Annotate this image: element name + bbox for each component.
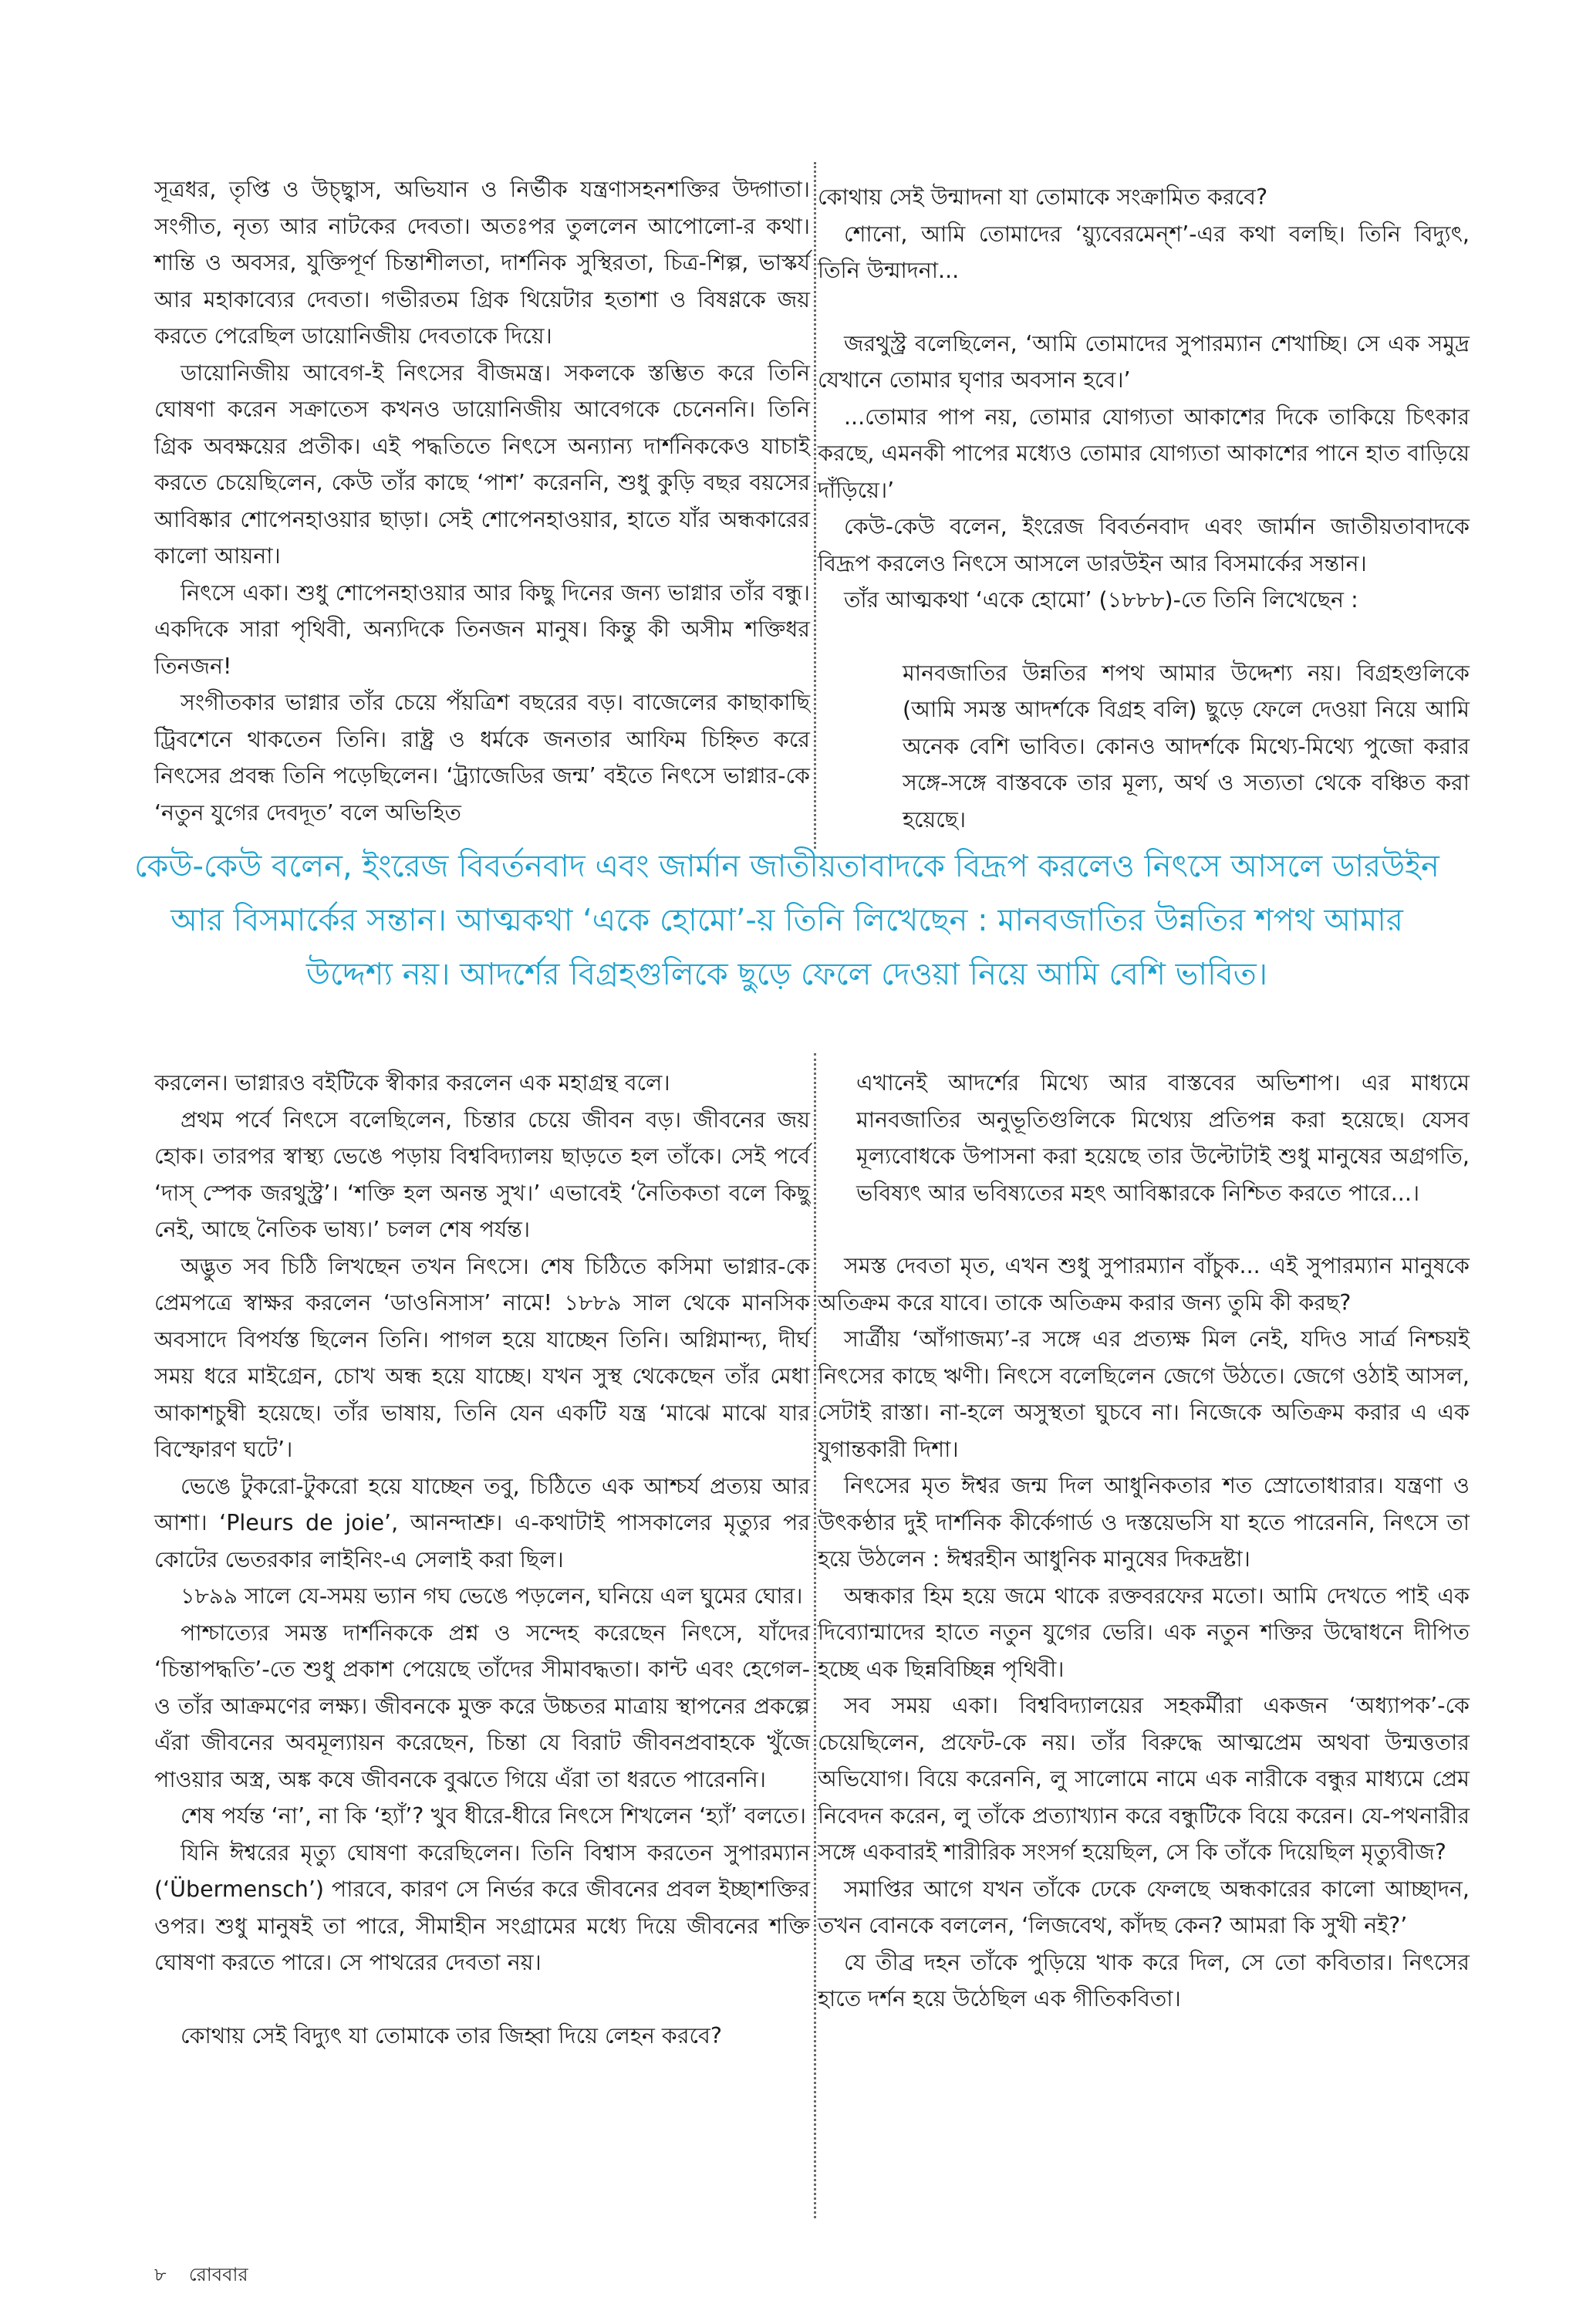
column-bottom-right xyxy=(818,1065,1470,2018)
paragraph: কোথায় সেই উন্মাদনা যা তোমাকে সংক্রামিত করবে? xyxy=(818,184,1268,210)
paragraph: ডায়োনিজীয় আবেগ-ই নিৎসের বীজমন্ত্র। সকলকে স্তম্ভিত করে তিনি ঘোষণা করেন সক্রাতেস কখনও ডায়োনিজীয় আবেগকে চেনেননি। তিনি গ্রিক অবক্ষয়ের প্রতীক। এই পদ্ধতিতে নিৎসে অন্যান্য দার্শনিককেও যাচাই করতে চেয়েছিলেন, কেউ তাঁর কাছে ‘পাশ’ করেননি, শুধু কুড়ি বছর বয়সের আবিষ্কার শোপেনহাওয়ার ছাড়া। সেই শোপেনহাওয়ার, হাতে যাঁর অন্ধকারের কালো আয়না। xyxy=(154,360,810,569)
paragraph: সূত্রধর, তৃপ্তি ও উচ্ছ্বাস, অভিযান ও নির্ভীক যন্ত্রণাসহনশক্তির উদ্গাতা। সংগীত, নৃত্য আর নাটকের দেবতা। অতঃপর তুললেন আপোলো-র কথা। শান্তি ও অবসর, যুক্তিপূর্ণ চিন্তাশীলতা, দার্শনিক সুস্থিরতা, চিত্র-শিল্প, ভাস্কর্য আর মহাকাব্যের দেবতা। গভীরতম গ্রিক থিয়েটার হতাশা ও বিষণ্ণকে জয় করতে পেরেছিল ডায়োনিজীয় দেবতাকে দিয়ে। xyxy=(154,177,810,349)
block-quote: এখানেই আদর্শের মিথ্যে আর বাস্তবের অভিশাপ। এর মাধ্যমে মানবজাতির অনুভূতিগুলিকে মিথ্যেয় প্রতিপন্ন করা হয়েছে। যেসব মূল্যবোধকে উপাসনা করা হয়েছে তার উল্টোটাই শুধু মানুষের অগ্রগতি, ভবিষ্যৎ আর ভবিষ্যতের মহৎ আবিষ্কারকে নিশ্চিত করতে পারে...। xyxy=(856,1070,1470,1206)
paragraph: তাঁর আত্মকথা ‘একে হোমো’ (১৮৮৮)-তে তিনি লিখেছেন : xyxy=(844,587,1358,613)
paragraph: প্রথম পর্বে নিৎসে বলেছিলেন, চিন্তার চেয়ে জীবন বড়। জীবনের জয় হোক। তারপর স্বাস্থ্য ভেঙে পড়ায় বিশ্ববিদ্যালয় ছাড়তে হল তাঁকে। সেই পর্বে ‘দাস্ স্পেক জরথুস্ট্র’। ‘শক্তি হল অনন্ত সুখ।’ এভাবেই ‘নৈতিকতা বলে কিছু নেই, আছে নৈতিক ভাষ্য।’ চলল শেষ পর্যন্ত। xyxy=(154,1106,810,1242)
column-top-left xyxy=(154,171,810,831)
paragraph: পাশ্চাত্যের সমস্ত দার্শনিককে প্রশ্ন ও সন্দেহ করেছেন নিৎসে, যাঁদের ‘চিন্তাপদ্ধতি’-তে শুধু প্রকাশ পেয়েছে তাঁদের সীমাবদ্ধতা। কান্ট এবং হেগেল-ও তাঁর আক্রমণের লক্ষ্য। জীবনকে মুক্ত করে উচ্চতর মাত্রায় স্থাপনের প্রকল্পে এঁরা জীবনের অবমূল্যায়ন করেছেন, চিন্তা যে বিরাট জীবনপ্রবাহকে খুঁজে পাওয়ার অস্ত্র, অঙ্ক কষে জীবনকে বুঝতে গিয়ে এঁরা তা ধরতে পারেননি। xyxy=(154,1620,810,1792)
page-number: ৮ xyxy=(154,2264,167,2285)
paragraph: কেউ-কেউ বলেন, ইংরেজ বিবর্তনবাদ এবং জার্মান জাতীয়তাবাদকে বিদ্রূপ করলেও নিৎসে আসলে ডারউইন আর বিসমার্কের সন্তান। xyxy=(818,514,1470,576)
paragraph: করলেন। ভাগ্নারও বইটিকে স্বীকার করলেন এক মহাগ্রন্থ বলে। xyxy=(154,1070,670,1096)
paragraph: যে তীব্র দহন তাঁকে পুড়িয়ে খাক করে দিল, সে তো কবিতার। নিৎসের হাতে দর্শন হয়ে উঠেছিল এক গীতিকবিতা। xyxy=(818,1949,1470,2012)
paragraph: অদ্ভুত সব চিঠি লিখছেন তখন নিৎসে। শেষ চিঠিতে কসিমা ভাগ্নার-কে প্রেমপত্রে স্বাক্ষর করলেন ‘ডাওনিসাস’ নামে! ১৮৮৯ সাল থেকে মানসিক অবসাদে বিপর্যস্ত ছিলেন তিনি। পাগল হয়ে যাচ্ছেন তিনি। অগ্নিমান্দ্য, দীর্ঘ সময় ধরে মাইগ্রেন, চোখ অন্ধ হয়ে যাচ্ছে। যখন সুস্থ থেকেছেন তাঁর মেধা আকাশচুম্বী হয়েছে। তাঁর ভাষায়, তিনি যেন একটি যন্ত্র ‘মাঝে মাঝে যার বিস্ফোরণ ঘটে’। xyxy=(154,1253,810,1462)
paragraph: সমাপ্তির আগে যখন তাঁকে ঢেকে ফেলছে অন্ধকারের কালো আচ্ছাদন, তখন বোনকে বললেন, ‘লিজবেথ, কাঁদছ কেন? আমরা কি সুখী নই?’ xyxy=(818,1876,1470,1938)
paragraph: অন্ধকার হিম হয়ে জমে থাকে রক্তবরফের মতো। আমি দেখতে পাই এক দিব্যোন্মাদের হাতে নতুন যুগের ভেরি। এক নতুন শক্তির উদ্বোধনে দীপিত হচ্ছে এক ছিন্নবিচ্ছিন্ন পৃথিবী। xyxy=(818,1583,1470,1682)
pull-quote: কেউ-কেউ বলেন, ইংরেজ বিবর্তনবাদ এবং জার্মান জাতীয়তাবাদকে বিদ্রূপ করলেও নিৎসে আসলে ডারউইন আর বিসমার্কের সন্তান। আত্মকথা ‘একে হোমো’-য় তিনি লিখেছেন : মানবজাতির উন্নতির শপথ আমার উদ্দেশ্য নয়। আদর্শের বিগ্রহগুলিকে ছুড়ে ফেলে দেওয়া নিয়ে আমি বেশি ভাবিত। xyxy=(134,849,1439,992)
paragraph: শেষ পর্যন্ত ‘না’, না কি ‘হ্যাঁ’? খুব ধীরে-ধীরে নিৎসে শিখলেন ‘হ্যাঁ’ বলতে। xyxy=(181,1803,806,1829)
paragraph: যিনি ঈশ্বরের মৃত্যু ঘোষণা করেছিলেন। তিনি বিশ্বাস করতেন সুপারম্যান (‘Übermensch’) পারবে, কারণ সে নির্ভর করে জীবনের প্রবল ইচ্ছাশক্তির ওপর। শুধু মানুষই তা পারে, সীমাহীন সংগ্রামের মধ্যে দিয়ে জীবনের শক্তি ঘোষণা করতে পারে। সে পাথরের দেবতা নয়। xyxy=(154,1839,810,1975)
column-bottom-left xyxy=(154,1065,810,2054)
block-quote: মানবজাতির উন্নতির শপথ আমার উদ্দেশ্য নয়। বিগ্রহগুলিকে (আমি সমস্ত আদর্শকে বিগ্রহ বলি) ছুড়ে ফেলে দেওয়া নিয়ে আমি অনেক বেশি ভাবিত। কোনও আদর্শকে মিথ্যে-মিথ্যে পুজো করার সঙ্গে-সঙ্গে বাস্তবকে তার মূল্য, অর্থ ও সত্যতা থেকে বঞ্চিত করা হয়েছে। xyxy=(903,660,1470,833)
paragraph: সমস্ত দেবতা মৃত, এখন শুধু সুপারম্যান বাঁচুক... এই সুপারম্যান মানুষকে অতিক্রম করে যাবে। তাকে অতিক্রম করার জন্য তুমি কী করছ? xyxy=(818,1253,1470,1316)
paragraph: ...তোমার পাপ নয়, তোমার যোগ্যতা আকাশের দিকে তাকিয়ে চিৎকার করছে, এমনকী পাপের মধ্যেও তোমার যোগ্যতা আকাশের পানে হাত বাড়িয়ে দাঁড়িয়ে।’ xyxy=(818,404,1470,503)
paragraph: ১৮৯৯ সালে যে-সময় ভ্যান গঘ ভেঙে পড়লেন, ঘনিয়ে এল ঘুমের ঘোর। xyxy=(181,1583,803,1609)
paragraph: জরথুস্ট্র বলেছিলেন, ‘আমি তোমাদের সুপারম্যান শেখাচ্ছি। সে এক সমুদ্র যেখানে তোমার ঘৃণার অবসান হবে।’ xyxy=(818,330,1470,393)
paragraph: সার্ত্রীয় ‘আঁগাজম্য’-র সঙ্গে এর প্রত্যক্ষ মিল নেই, যদিও সার্ত্র নিশ্চয়ই নিৎসের কাছে ঋণী। নিৎসে বলেছিলেন জেগে উঠতে। জেগে ওঠাই আসল, সেটাই রাস্তা। না-হলে অসুস্থতা ঘুচবে না। নিজেকে অতিক্রম করার এ এক যুগান্তকারী দিশা। xyxy=(818,1326,1470,1462)
paragraph: ভেঙে টুকরো-টুকরো হয়ে যাচ্ছেন তবু, চিঠিতে এক আশ্চর্য প্রত্যয় আর আশা। ‘Pleurs de joie’, আনন্দাশ্রু। এ-কথাটাই পাসকালের মৃত্যুর পর কোটের ভেতরকার লাইনিং-এ সেলাই করা ছিল। xyxy=(154,1473,810,1572)
paragraph: কোথায় সেই বিদ্যুৎ যা তোমাকে তার জিহ্বা দিয়ে লেহন করবে? xyxy=(181,2022,722,2049)
paragraph: সংগীতকার ভাগ্নার তাঁর চেয়ে পঁয়ত্রিশ বছরের বড়। বাজেলের কাছাকাছি ট্রিবশেনে থাকতেন তিনি। রাষ্ট্র ও ধর্মকে জনতার আফিম চিহ্নিত করে নিৎসের প্রবন্ধ তিনি পড়েছিলেন। ‘ট্র্যাজেডির জন্ম’ বইতে নিৎসে ভাগ্নার-কে ‘নতুন যুগের দেবদূত’ বলে অভিহিত xyxy=(154,690,810,826)
paragraph: নিৎসে একা। শুধু শোপেনহাওয়ার আর কিছু দিনের জন্য ভাগ্নার তাঁর বন্ধু। একদিকে সারা পৃথিবী, অন্যদিকে তিনজন মানুষ। কিন্তু কী অসীম শক্তিধর তিনজন! xyxy=(154,579,810,679)
paragraph: সব সময় একা। বিশ্ববিদ্যালয়ের সহকর্মীরা একজন ‘অধ্যাপক’-কে চেয়েছিলেন, প্রফেট-কে নয়। তাঁর বিরুদ্ধে আত্মপ্রেম অথবা উন্মত্ততার অভিযোগ। বিয়ে করেননি, লু সালোমে নামে এক নারীকে বন্ধুর মাধ্যমে প্রেম নিবেদন করেন, লু তাঁকে প্রত্যাখ্যান করে বন্ধুটিকে বিয়ে করেন। যে-পথনারীর সঙ্গে একবারই শারীরিক সংসর্গ হয়েছিল, সে কি তাঁকে দিয়েছিল মৃত্যুবীজ? xyxy=(818,1693,1470,1865)
paragraph: নিৎসের মৃত ঈশ্বর জন্ম দিল আধুনিকতার শত স্রোতোধারার। যন্ত্রণা ও উৎকণ্ঠার দুই দার্শনিক কীর্কেগার্ড ও দস্তয়েভসি যা হতে পারেননি, নিৎসে তা হয়ে উঠলেন : ঈশ্বরহীন আধুনিক মানুষের দিকদ্রষ্টা। xyxy=(818,1473,1470,1572)
column-top-right xyxy=(818,179,1470,838)
magazine-name: রোববার xyxy=(188,2264,248,2285)
page-footer xyxy=(154,2261,248,2292)
paragraph: শোনো, আমি তোমাদের ‘য়্যুবেরমেন্শ’-এর কথা বলছি। তিনি বিদ্যুৎ, তিনি উন্মাদনা... xyxy=(818,221,1470,283)
column-divider-bottom xyxy=(814,1053,816,2218)
column-divider-top xyxy=(814,162,816,849)
